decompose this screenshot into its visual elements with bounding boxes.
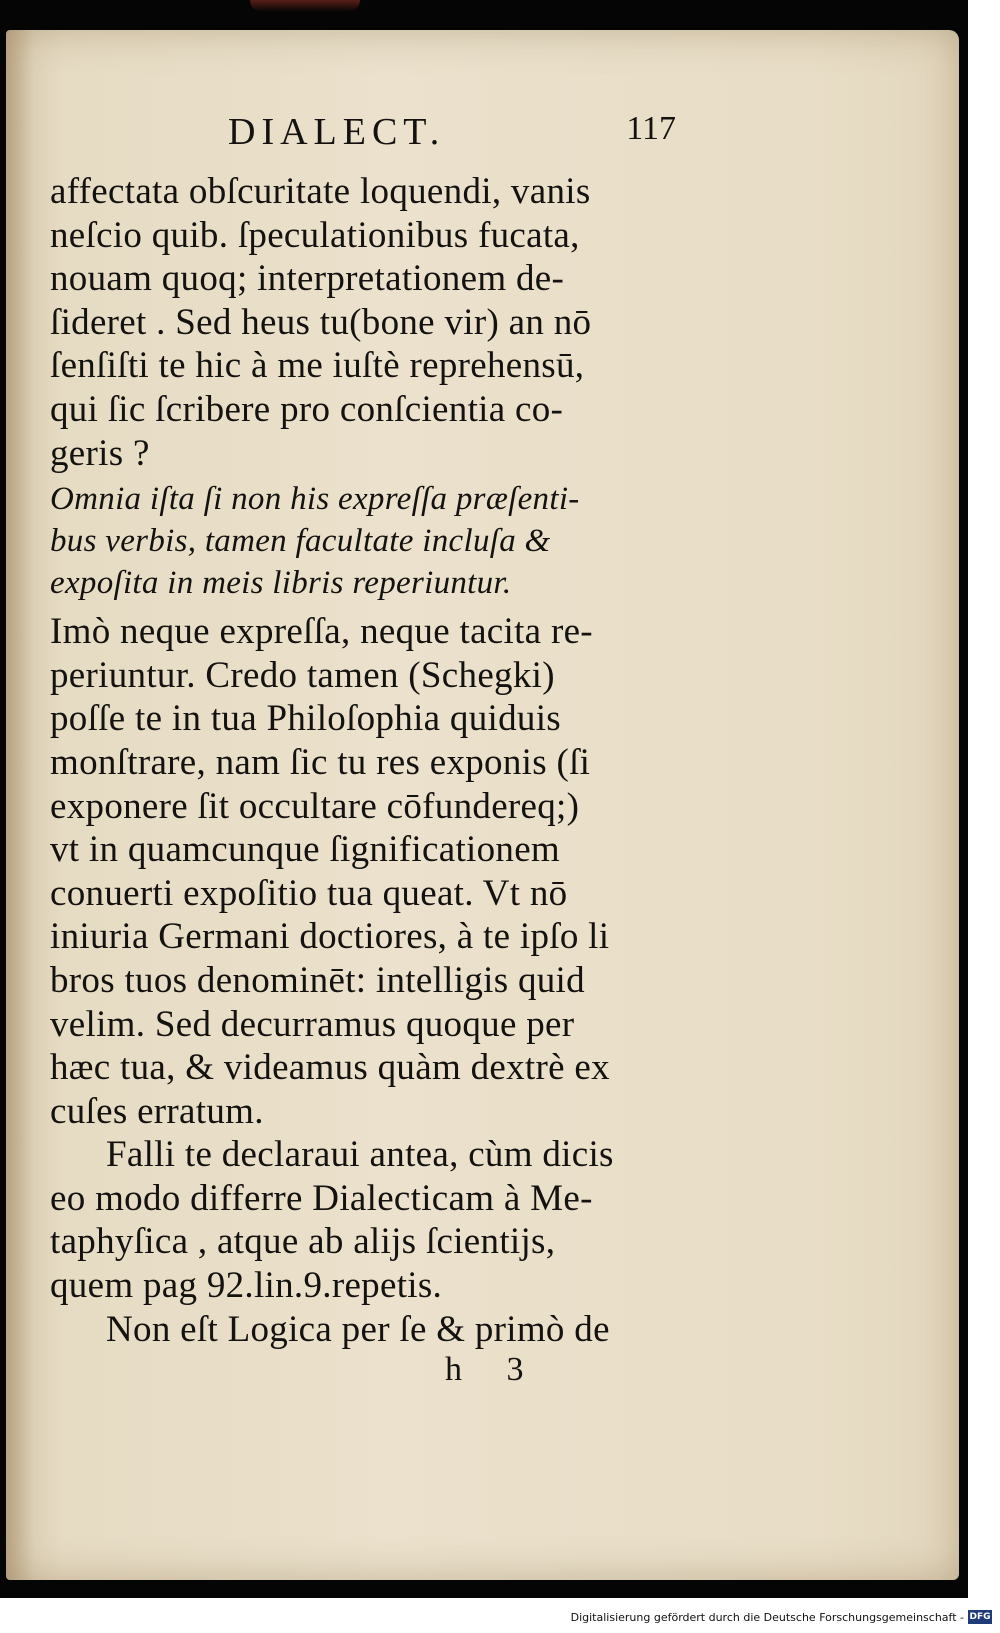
page-number: 117 <box>626 110 676 147</box>
dfg-logo: DFG <box>969 1612 991 1622</box>
italic-line: Omnia iſta ſi non his expreſſa præſenti- <box>50 481 580 518</box>
text-line: quem pag 92.lin.9.repetis. <box>50 1265 443 1307</box>
text-block <box>50 110 690 1395</box>
text-line: nouam quoq; interpretationem de- <box>50 258 565 300</box>
text-line: conuerti expoſitio tua queat. Vt nō <box>50 872 568 914</box>
text-line: Imò neque expreſſa, neque tacita re- <box>50 611 593 653</box>
text-line: Falli te declaraui antea, cùm dicis <box>106 1134 614 1176</box>
signature-line <box>50 1351 690 1395</box>
text-line: qui ſic ſcribere pro conſcientia co- <box>50 388 564 430</box>
response-paragraph <box>50 610 690 1133</box>
text-line: ſideret . Sed heus tu(bone vir) an nō <box>50 301 592 343</box>
text-line: neſcio quib. ſpeculationibus fucata, <box>50 214 580 256</box>
italic-line: expoſita in meis libris reperiuntur. <box>50 565 512 602</box>
text-line: affectata obſcuritate loquendi, vanis <box>50 171 591 212</box>
text-line: cuſes erratum. <box>50 1090 264 1132</box>
text-line: eo modo differre Dialecticam à Me- <box>50 1177 593 1219</box>
text-line: poſſe te in tua Philoſophia quiduis <box>50 698 561 740</box>
paragraph-logica <box>50 1308 690 1352</box>
text-line: geris ? <box>50 432 150 474</box>
running-head: DIALECT. <box>228 111 446 153</box>
text-line: monſtrare, nam ſic tu res exponis (ſi <box>50 741 591 783</box>
text-line: ſenſiſti te hic à me iuſtè reprehensū, <box>50 345 585 387</box>
paragraph-falli <box>50 1133 690 1307</box>
text-line: hæc tua, & videamus quàm dextrè ex <box>50 1047 610 1089</box>
text-line: vt in quamcunque ſignificationem <box>50 829 561 871</box>
credit-text: Digitalisierung gefördert durch die Deutsche Forschungsgemeinschaft - <box>570 1611 964 1624</box>
text-line: iniuria Germani doctiores, à te ipſo li <box>50 916 610 958</box>
italic-line: bus verbis, tamen facultate incluſa & <box>50 523 551 560</box>
book-page <box>6 30 959 1580</box>
italic-quotation <box>50 478 690 604</box>
page-header <box>50 110 690 170</box>
text-line: velim. Sed decurramus quoque per <box>50 1003 575 1045</box>
paragraph-continued <box>50 170 690 475</box>
signature-mark: h 3 <box>445 1351 542 1389</box>
digitization-credit <box>571 1611 964 1624</box>
text-line: bros tuos denominēt: intelligis quid <box>50 959 585 1001</box>
text-line: Non eſt Logica per ſe & primò de <box>106 1308 610 1350</box>
page-gutter-shadow <box>6 30 34 1580</box>
text-line: exponere ſit occultare cōfundereq;) <box>50 785 580 827</box>
page-top-stain <box>250 0 360 12</box>
text-line: periuntur. Credo tamen (Schegki) <box>50 654 555 696</box>
text-line: taphyſica , atque ab alijs ſcientijs, <box>50 1221 556 1263</box>
